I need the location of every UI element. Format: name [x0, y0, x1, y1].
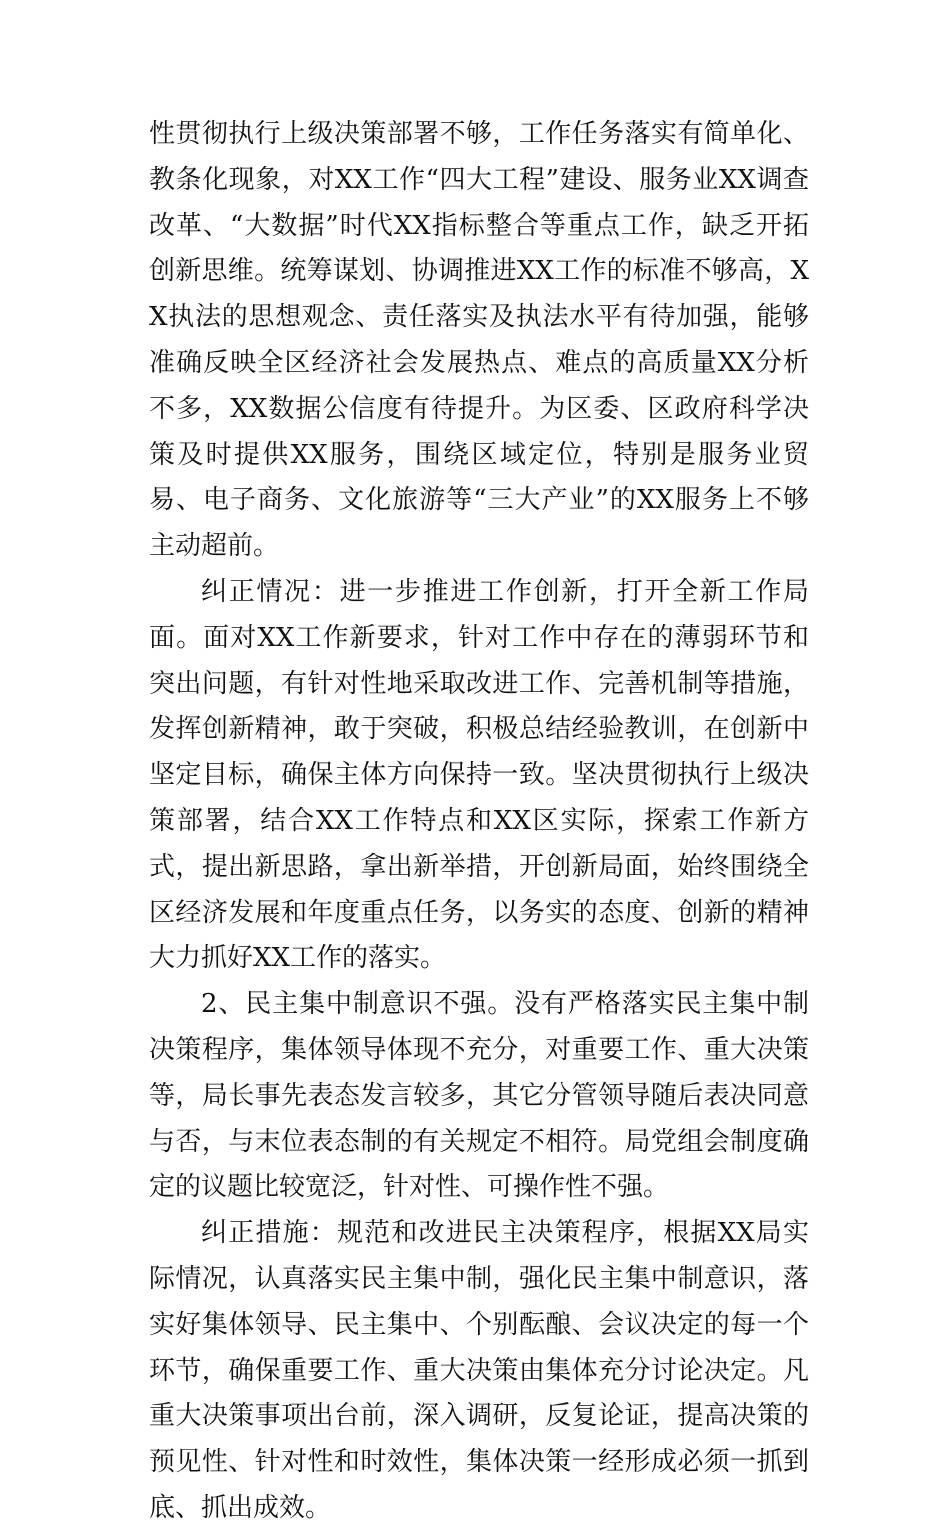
paragraph-issue-democratic-centralism: 2、民主集中制意识不强。没有严格落实民主集中制决策程序，集体领导体现不充分，对重要工作、重大决策等，局长事先表态发言较多，其它分管领导随后表决同意与否，与末位表态制的有关规定不相符。局党组会制度确定的议题比较宽泛，针对性、可操作性不强。: [149, 989, 809, 1203]
paragraph-correction-measures: 纠正措施：规范和改进民主决策程序，根据XX局实际情况，认真落实民主集中制，强化民主集中制意识，落实好集体领导、民主集中、个别酝酿、会议决定的每一个环节，确保重要工作、重大决策由集体充分讨论决定。凡重大决策事项出台前，深入调研，反复论证，提高决策的预见性、针对性和时效性，集体决策一经形成必须一抓到底、抓出成效。: [149, 1218, 809, 1523]
document-body: [149, 112, 809, 1532]
paragraph-correction-status: 纠正情况：进一步推进工作创新，打开全新工作局面。面对XX工作新要求，针对工作中存在的薄弱环节和突出问题，有针对性地采取改进工作、完善机制等措施，发挥创新精神，敢于突破，积极总结经验教训，在创新中坚定目标，确保主体方向保持一致。坚决贯彻执行上级决策部署，结合XX工作特点和XX区实际，探索工作新方式，提出新思路，拿出新举措，开创新局面，始终围绕全区经济发展和年度重点任务，以务实的态度、创新的精神大力抓好XX工作的落实。: [149, 576, 809, 974]
paragraph-continuation: 性贯彻执行上级决策部署不够，工作任务落实有简单化、教条化现象，对XX工作“四大工程”建设、服务业XX调查改革、“大数据”时代XX指标整合等重点工作，缺乏开拓创新思维。统筹谋划、协调推进XX工作的标准不够高，XX执法的思想观念、责任落实及执法水平有待加强，能够准确反映全区经济社会发展热点、难点的高质量XX分析不多，XX数据公信度有待提升。为区委、区政府科学决策及时提供XX服务，围绕区域定位，特别是服务业贸易、电子商务、文化旅游等“三大产业”的XX服务上不够主动超前。: [149, 119, 809, 562]
